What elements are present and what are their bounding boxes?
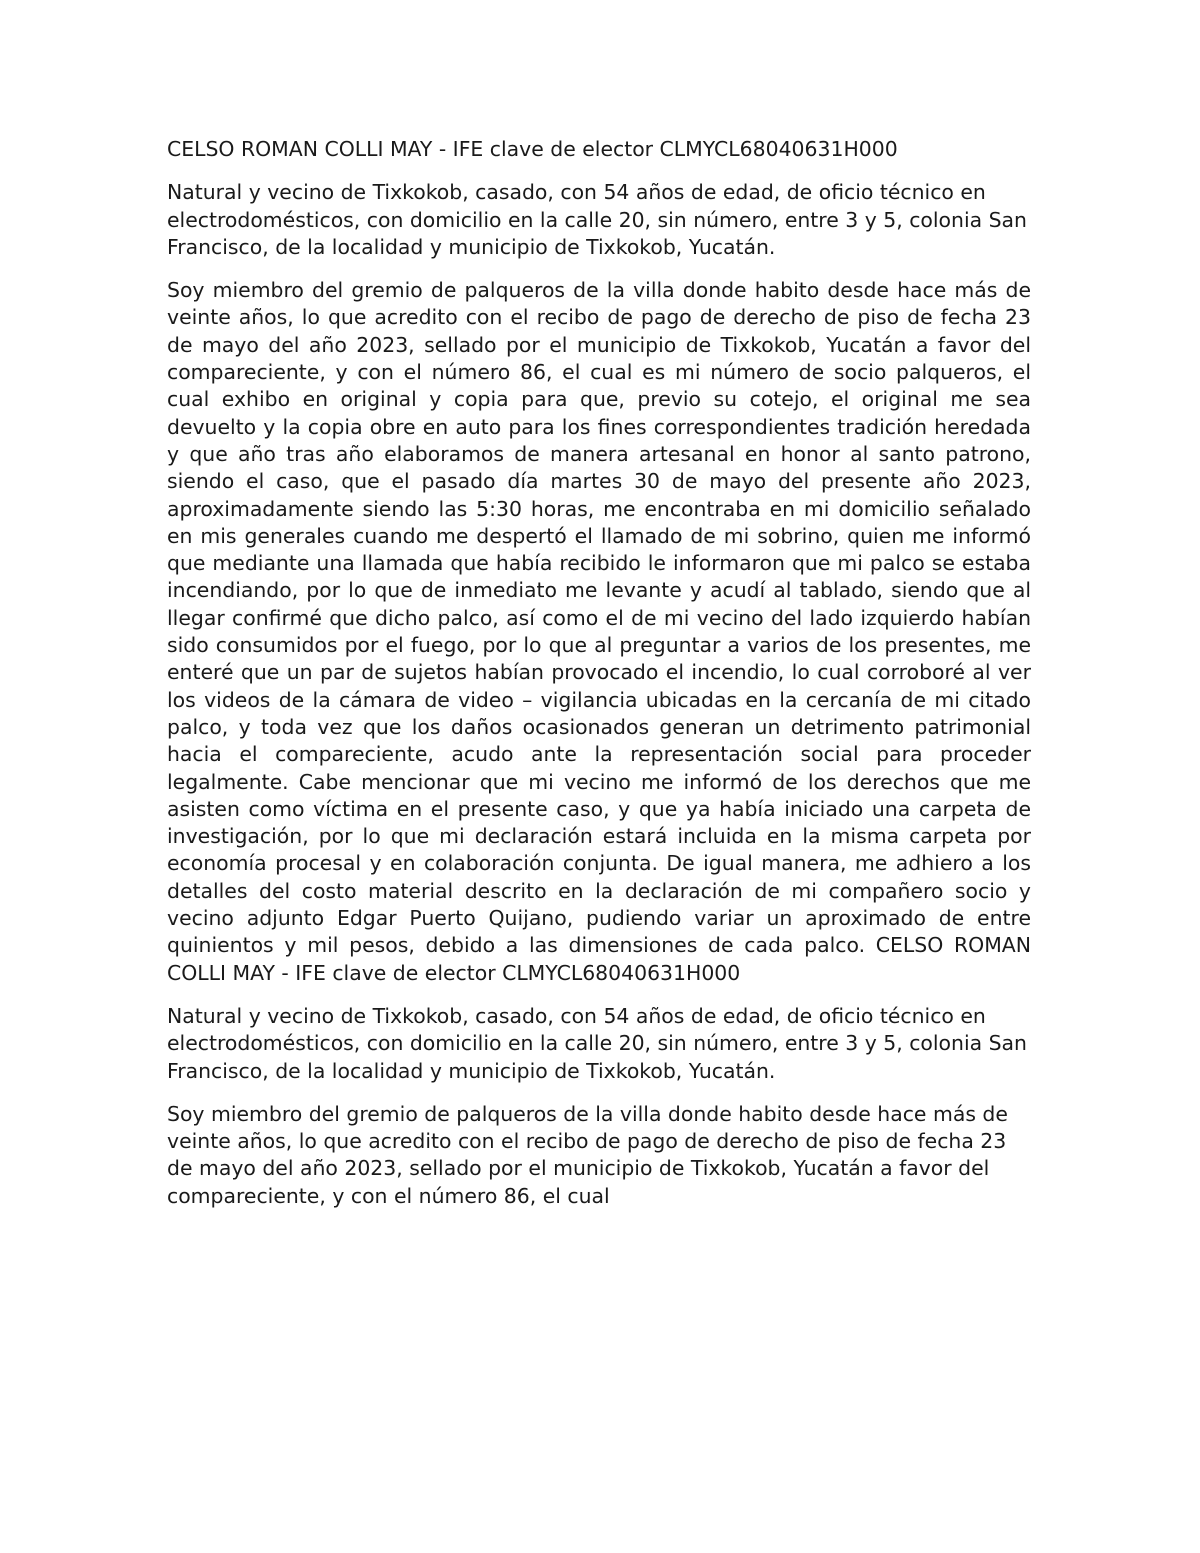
declaration-paragraph-repeat: Soy miembro del gremio de palqueros de la villa donde habito desde hace más de veinte años, lo que acredito con el recibo de pago de derecho de piso de fecha 23 de mayo del año 2023, sellado por el municipio de Tixkokob, Yucatán a favor del compareciente, y con el número 86, el cual: [167, 1101, 1008, 1208]
declarant-details-paragraph: Natural y vecino de Tixkokob, casado, con 54 años de edad, de oficio técnico en electrodomésticos, con domicilio en la calle 20, sin número, entre 3 y 5, colonia San Francisco, de la localidad y municipio de Tixkokob, Yucatán.: [167, 180, 1027, 259]
declarant-details-paragraph-repeat: Natural y vecino de Tixkokob, casado, con 54 años de edad, de oficio técnico en electrodomésticos, con domicilio en la calle 20, sin número, entre 3 y 5, colonia San Francisco, de la localidad y municipio de Tixkokob, Yucatán.: [167, 1003, 1027, 1083]
declaration-paragraph: Soy miembro del gremio de palqueros de la villa donde habito desde hace más de veinte años, lo que acredito con el recibo de pago de derecho de piso de fecha 23 de mayo del año 2023, sellado por el municipio de Tixkokob, Yucatán a favor del compareciente, y con el número 86, el cual es mi número de socio palqueros, el cual exhibo en original y copia para que, previo su cotejo, el original me sea devuelto y la copia obre en auto para los fines correspondientes tradición heredada y que año tras año elaboramos de manera artesanal en honor al santo patrono, siendo el caso, que el pasado día martes 30 de mayo del presente año 2023, aproximadamente siendo las 5:30 horas, me encontraba en mi domicilio señalado en mis generales cuando me despertó el llamado de mi sobrino, quien me informó que mediante una llamada que había recibido le informaron que mi palco se estaba incendiando, por lo que de inmediato me levante y acudí al tablado, siendo que al llegar confirmé que dicho palco, así como el de mi vecino del lado izquierdo habían sido consumidos por el fuego, por lo que al preguntar a varios de los presentes, me enteré que un par de sujetos habían provocado el incendio, lo cual corroboré al ver los videos de la cámara de video – vigilancia ubicadas en la cercanía de mi citado palco, y toda vez que los daños ocasionados generan un detrimento patrimonial hacia el compareciente, acudo ante la representación social para proceder legalmente. Cabe mencionar que mi vecino me informó de los derechos que me asisten como víctima en el presente caso, y que ya había iniciado una carpeta de investigación, por lo que mi declaración estará incluida en la misma carpeta por economía procesal y en colaboración conjunta. De igual manera, me adhiero a los detalles del costo material descrito en la declaración de mi compañero socio y vecino adjunto Edgar Puerto Quijano, pudiendo variar un aproximado de entre quinientos y mil pesos, debido a las dimensiones de cada palco. CELSO ROMAN COLLI MAY - IFE clave de elector CLMYCL68040631H000: [167, 278, 1031, 985]
declarant-header: CELSO ROMAN COLLI MAY - IFE clave de elector CLMYCL68040631H000: [167, 137, 898, 161]
document-body: [167, 136, 1031, 1210]
